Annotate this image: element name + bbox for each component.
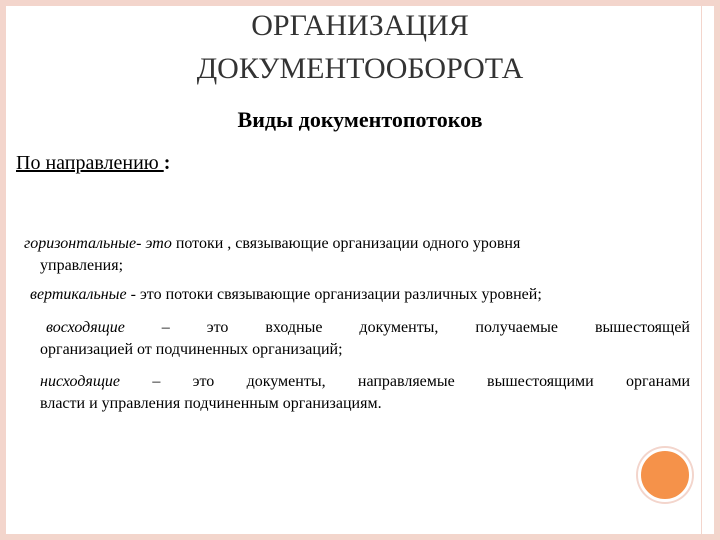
term-vertical: вертикальные [30,286,127,303]
title-line-2: ДОКУМЕНТООБОРОТА [196,52,524,85]
text-ascending-line1: – это входные документы, получаемые вышестоящей [124,319,690,336]
text-descending-line2: власти и управления подчиненным организациям. [40,395,382,412]
section-heading [16,150,170,176]
term-horizontal: горизонтальные- это [24,235,172,252]
text-vertical-line1: - это потоки связывающие организации различных уровней; [126,286,542,303]
section-heading-colon: : [163,152,171,174]
text-descending-line1: – это документы, направляемые вышестоящими органами [120,373,690,390]
term-descending: нисходящие [40,373,121,390]
list-item-horizontal [24,233,684,277]
subtitle: Виды документопотоков [237,107,483,132]
section-heading-text: По направлению [16,152,164,174]
decorative-circle [638,448,692,502]
descending-first-line [40,371,690,393]
ascending-first-line [40,317,690,339]
text-horizontal-line2: управления; [40,257,124,274]
term-ascending: восходящие [46,319,125,336]
text-horizontal-line1: потоки , связывающие организации одного уровня [171,235,521,252]
text-ascending-line2: организацией от подчиненных организаций; [40,341,343,358]
list-item-ascending [40,317,690,361]
list-item-vertical [30,284,690,306]
frame-right-line [701,0,702,540]
title-line-1: ОРГАНИЗАЦИЯ [251,9,469,42]
list-item-descending [40,371,690,415]
